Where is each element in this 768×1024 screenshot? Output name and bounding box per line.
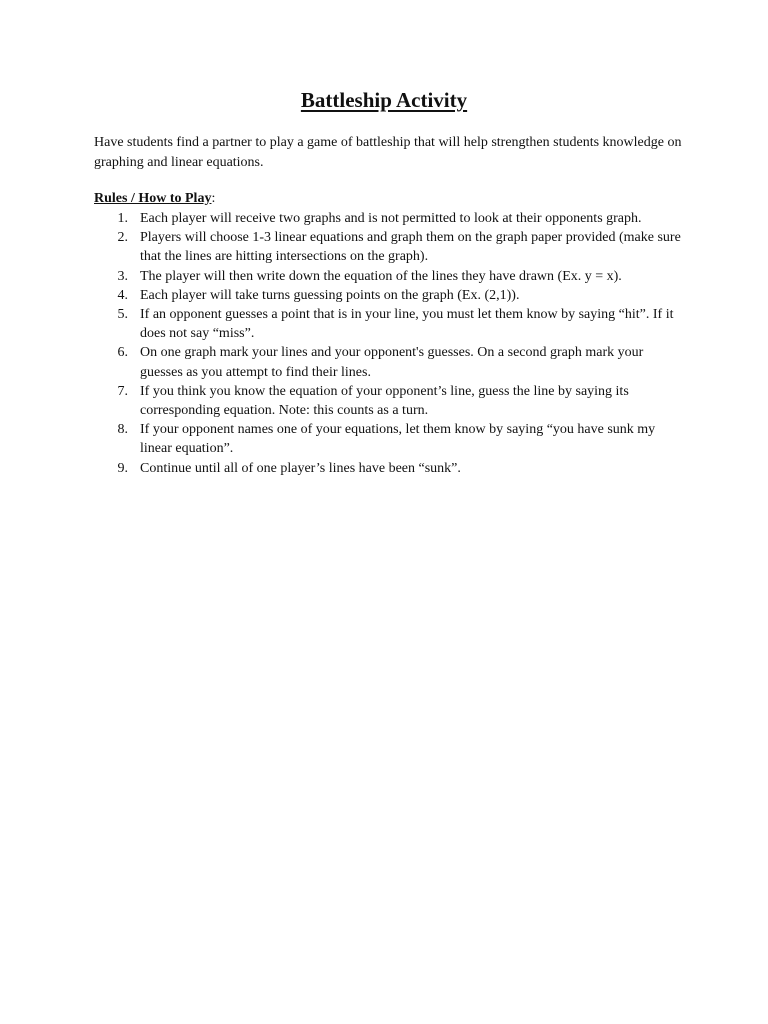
list-item-text: Each player will receive two graphs and is not permitted to look at their opponents graph. <box>140 211 642 226</box>
list-item-number: 1. <box>117 211 128 226</box>
list-item-text: Continue until all of one player’s lines have been “sunk”. <box>140 460 461 476</box>
list-item-text: Players will choose 1-3 linear equations and graph them on the graph paper provided (make sure that the lines are hitting intersections on the graph). <box>140 230 681 265</box>
list-item <box>94 305 684 343</box>
list-item <box>94 286 684 305</box>
document-title: Battleship Activity <box>300 88 468 112</box>
list-item-number: 2. <box>117 230 128 246</box>
rules-heading <box>94 189 215 208</box>
list-item <box>94 343 684 381</box>
list-item-number: 9. <box>117 460 128 476</box>
list-item-number: 3. <box>117 268 128 284</box>
list-item <box>94 420 684 458</box>
list-item <box>94 382 684 420</box>
list-item-number: 5. <box>117 307 128 323</box>
rules-list <box>94 209 684 478</box>
list-item-number: 7. <box>117 383 128 399</box>
list-item <box>94 209 684 228</box>
list-item <box>94 459 684 478</box>
list-item-text: The player will then write down the equation of the lines they have drawn (Ex. y = x). <box>140 268 622 284</box>
list-item-number: 4. <box>117 287 128 303</box>
list-item-number: 6. <box>117 345 128 361</box>
list-item-text: If you think you know the equation of your opponent’s line, guess the line by saying its corresponding equation. Note: this counts as a turn. <box>140 383 629 419</box>
list-item-text: If your opponent names one of your equations, let them know by saying “you have sunk my linear equation”. <box>140 422 656 457</box>
rules-heading-colon: : <box>211 191 216 206</box>
list-item-number: 8. <box>117 422 128 438</box>
rules-heading-label: Rules / How to Play <box>94 191 212 206</box>
intro-paragraph: Have students find a partner to play a game of battleship that will help strengthen students knowledge on graphing and linear equations. <box>94 135 682 170</box>
list-item <box>94 228 684 266</box>
list-item <box>94 267 684 286</box>
list-item-text: On one graph mark your lines and your opponent's guesses. On a second graph mark your guesses as you attempt to find their lines. <box>140 345 644 380</box>
list-item-text: If an opponent guesses a point that is in your line, you must let them know by saying “hit”. If it does not say “miss”. <box>140 307 674 342</box>
list-item-text: Each player will take turns guessing points on the graph (Ex. (2,1)). <box>140 287 520 303</box>
